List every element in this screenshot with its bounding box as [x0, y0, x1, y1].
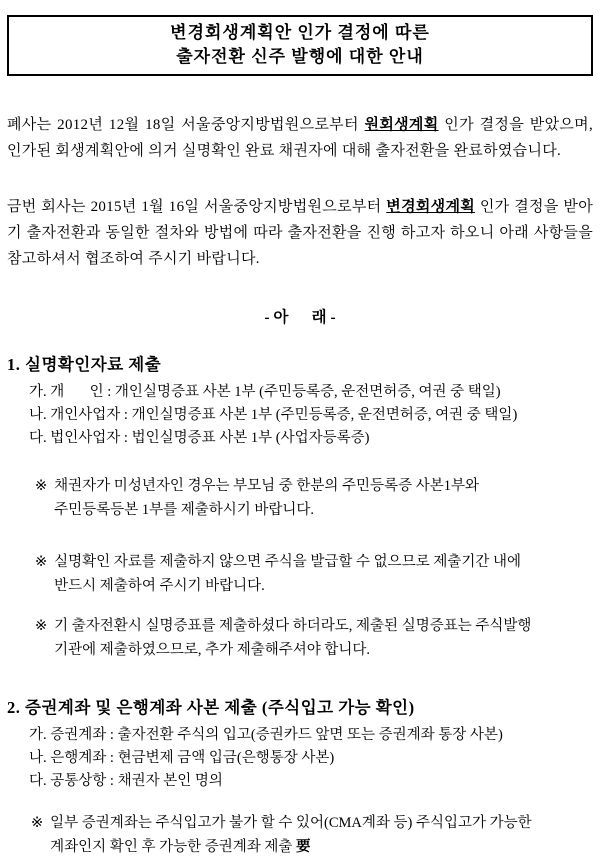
- list-item-bank-account: 나. 은행계좌 : 현금변제 금액 입금(은행통장 사본): [29, 750, 335, 766]
- section-2-heading: 2. 증권계좌 및 은행계좌 사본 제출 (주식입고 가능 확인): [7, 698, 415, 717]
- note-line: 기 출자전환시 실명증표를 제출하셨다 하더라도, 제출된 실명증표는 주식발행: [54, 618, 532, 634]
- emphasis-original-plan: 원회생계획: [364, 117, 439, 133]
- note-marker: ※: [35, 618, 48, 634]
- note-marker: ※: [35, 478, 48, 494]
- note-cma-account-warning: [31, 811, 593, 859]
- note-line: 주민등록등본 1부를 제출하시기 바랍니다.: [54, 502, 315, 518]
- paragraph-text-before: 폐사는 2012년 12월 18일 서울중앙지방법원으로부터: [7, 117, 365, 133]
- list-item-individual: 가. 개 인 : 개인실명증표 사본 1부 (주민등록증, 운전면허증, 여권 중 택일): [29, 384, 501, 400]
- paragraph-text-after: 인가 결정을 받았으며, 인가된 회생계획안에 의거 실명확인 완료 채권자에 대해 출자전환을 완료하였습니다.: [7, 117, 594, 159]
- title-line-1: 변경회생계획안 인가 결정에 따른: [170, 23, 430, 42]
- note-text: [54, 550, 521, 598]
- list-item-common: 다. 공통상항 : 채권자 본인 명의: [29, 773, 223, 789]
- section-2-items: [7, 724, 593, 793]
- section-1-heading: 1. 실명확인자료 제출: [7, 355, 162, 374]
- required-hanja: 要: [296, 839, 311, 855]
- note-text: [54, 474, 479, 522]
- section-identity-documents: [7, 351, 593, 662]
- paragraph-text-after: 인가 결정을 받아 기 출자전환과 동일한 절차와 방법에 따라 출자전환을 진행 하고자 하오니 아래 사항들을 참고하셔서 협조하여 주시기 바랍니다.: [7, 199, 593, 267]
- note-marker: ※: [35, 554, 48, 570]
- note-submission-deadline: [35, 550, 593, 598]
- note-line: [50, 835, 532, 859]
- note-line: 실명확인 자료를 제출하지 않으면 주식을 발급할 수 없으므로 제출기간 내에: [54, 554, 521, 570]
- note-marker: ※: [31, 815, 44, 831]
- note-resubmission-required: [35, 614, 593, 662]
- list-item-sole-proprietor: 나. 개인사업자 : 개인실명증표 사본 1부 (주민등록증, 운전면허증, 여권 중 택일): [29, 407, 518, 423]
- emphasis-revised-plan: 변경회생계획: [386, 199, 476, 215]
- note-text: [50, 811, 532, 859]
- section-1-items: [7, 381, 593, 450]
- note-line-text: 계좌인지 확인 후 가능한 증권계좌 제출: [50, 839, 297, 855]
- note-line: 기관에 제출하였으므로, 추가 제출해주셔야 합니다.: [54, 642, 371, 658]
- title-line-2: 출자전환 신주 발행에 대한 안내: [176, 47, 424, 66]
- note-minor-creditor: [35, 474, 593, 522]
- section-account-copies: [7, 694, 593, 859]
- title-box: [7, 15, 593, 76]
- paragraph-original-plan: [7, 112, 593, 164]
- paragraph-revised-plan: [7, 194, 593, 272]
- note-line: 반드시 제출하여 주시기 바랍니다.: [54, 578, 265, 594]
- note-line: 일부 증권계좌는 주식입고가 불가 할 수 있어(CMA계좌 등) 주식입고가 가능한: [50, 815, 532, 831]
- paragraph-text-before: 금번 회사는 2015년 1월 16일 서울중앙지방법원으로부터: [7, 199, 387, 215]
- note-line: 채권자가 미성년자인 경우는 부모님 중 한분의 주민등록증 사본1부와: [54, 478, 479, 494]
- list-item-corporation: 다. 법인사업자 : 법인실명증표 사본 1부 (사업자등록증): [29, 430, 370, 446]
- list-item-securities-account: 가. 증권계좌 : 출자전환 주식의 입고(증권카드 앞면 또는 증권계좌 통장 사본): [29, 727, 503, 743]
- note-text: [54, 614, 531, 662]
- below-divider-label: - 아 래 -: [264, 309, 336, 326]
